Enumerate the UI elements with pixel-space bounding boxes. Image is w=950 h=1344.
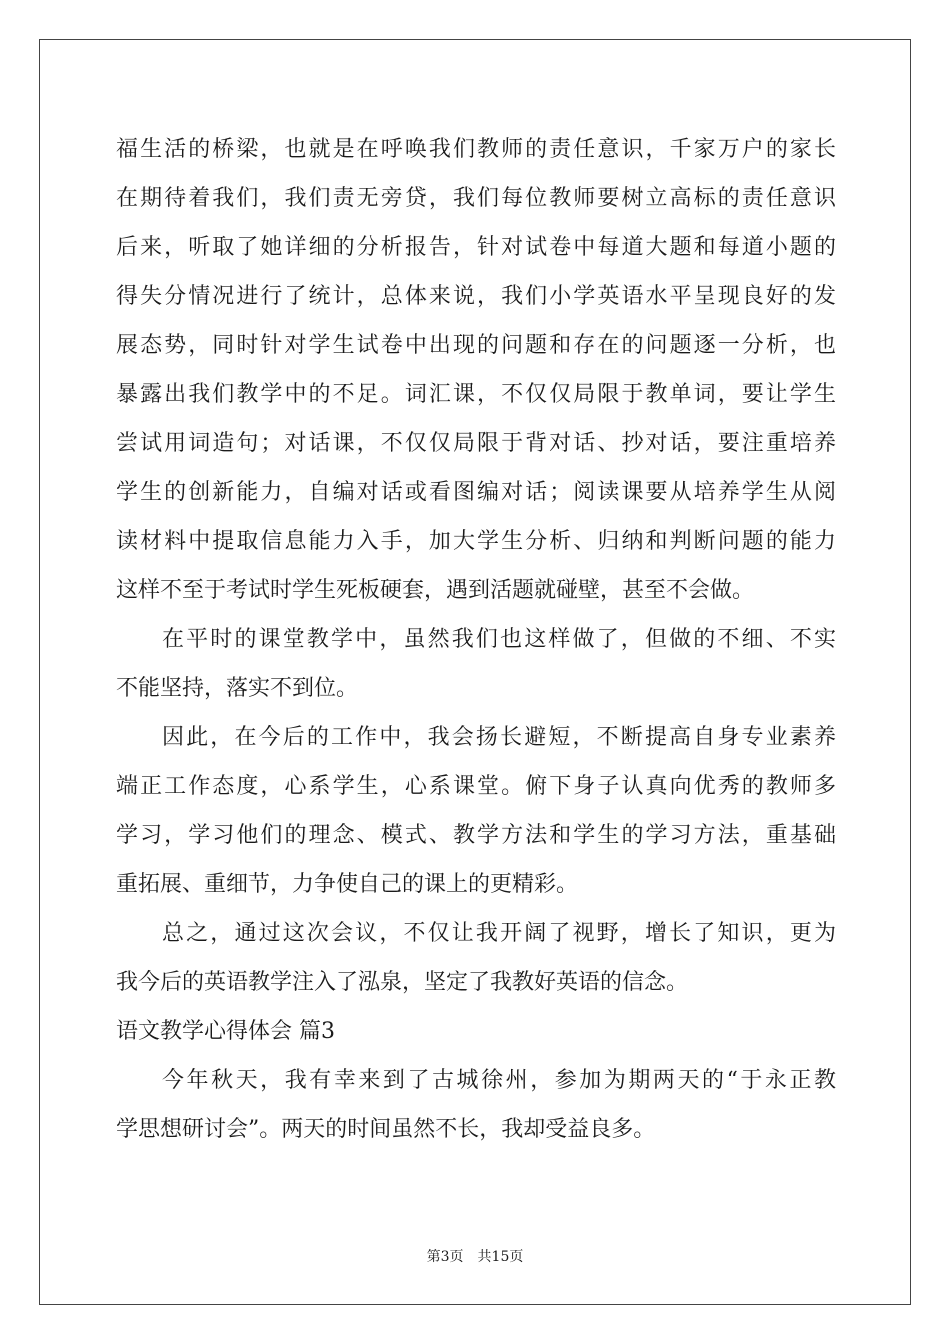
paragraph-last-line: 我今后的英语教学注入了泓泉，坚定了我教好英语的信念。 <box>116 970 689 995</box>
paragraph-last-line: 重拓展、重细节，力争使自己的课上的更精彩。 <box>116 872 579 897</box>
section-heading: 语文教学心得体会 篇3 <box>116 1019 335 1044</box>
text-line: 在期待着我们，我们责无旁贷，我们每位教师要树立高标的责任意识 <box>116 186 836 211</box>
text-line: 暴露出我们教学中的不足。词汇课，不仅仅局限于教单词，要让学生 <box>116 382 836 407</box>
paragraph-last-line: 不能坚持，落实不到位。 <box>116 676 359 701</box>
paragraph-first-line: 总之，通过这次会议，不仅让我开阔了视野，增长了知识，更为 <box>162 921 836 946</box>
text-line: 福生活的桥梁，也就是在呼唤我们教师的责任意识，千家万户的家长 <box>116 137 836 162</box>
page-number: 第3页 <box>426 1249 464 1265</box>
text-line: 后来，听取了她详细的分析报告，针对试卷中每道大题和每道小题的 <box>116 235 836 260</box>
text-line: 端正工作态度，心系学生，心系课堂。俯下身子认真向优秀的教师多 <box>116 774 836 799</box>
paragraph-first-line: 因此，在今后的工作中，我会扬长避短，不断提高自身专业素养 <box>162 725 836 750</box>
page-footer <box>0 1246 950 1266</box>
text-line: 展态势，同时针对学生试卷中出现的问题和存在的问题逐一分析，也 <box>116 333 836 358</box>
paragraph-last-line: 学思想研讨会”。两天的时间虽然不长，我却受益良多。 <box>116 1117 656 1142</box>
text-line: 学习，学习他们的理念、模式、教学方法和学生的学习方法，重基础 <box>116 823 836 848</box>
paragraph-first-line: 今年秋天，我有幸来到了古城徐州，参加为期两天的“于永正教 <box>162 1068 836 1093</box>
paragraph-first-line: 在平时的课堂教学中，虽然我们也这样做了，但做的不细、不实 <box>162 627 836 652</box>
text-line: 学生的创新能力，自编对话或看图编对话；阅读课要从培养学生从阅 <box>116 480 836 505</box>
text-line: 得失分情况进行了统计，总体来说，我们小学英语水平呈现良好的发 <box>116 284 836 309</box>
paragraph-last-line: 这样不至于考试时学生死板硬套，遇到活题就碰壁，甚至不会做。 <box>116 578 755 603</box>
page-total: 共15页 <box>477 1249 524 1265</box>
text-line: 尝试用词造句；对话课，不仅仅局限于背对话、抄对话，要注重培养 <box>116 431 836 456</box>
text-line: 读材料中提取信息能力入手，加大学生分析、归纳和判断问题的能力 <box>116 529 836 554</box>
